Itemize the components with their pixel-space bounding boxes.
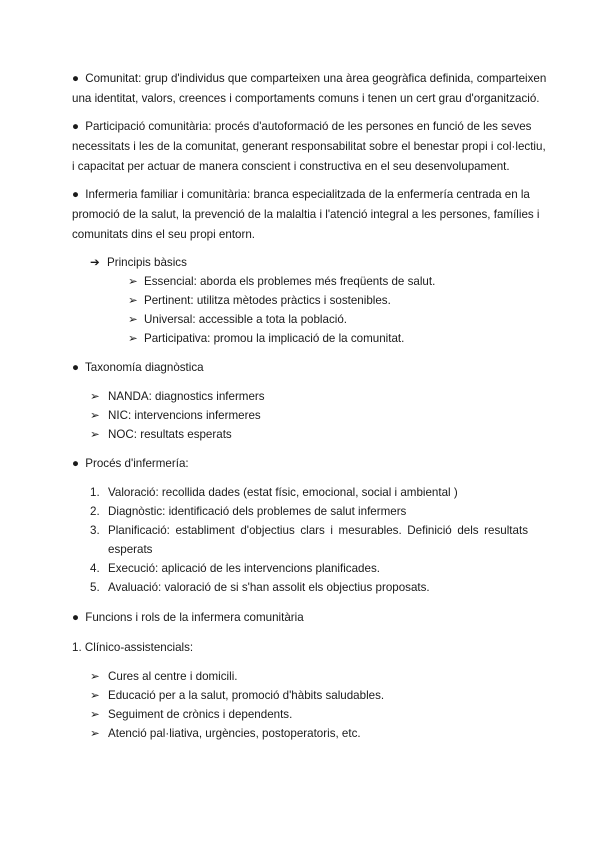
triangle-bullet-icon: ➢: [128, 294, 138, 307]
triangle-bullet-icon: ➢: [128, 332, 138, 345]
p3-line2: promoció de la salut, la prevenció de la malaltia i l'atenció integral a les persones, famílies i: [72, 208, 540, 221]
funcions-subtitle: 1. Clínico-assistencials:: [72, 641, 194, 654]
p1-line2: una identitat, valors, creences i comportaments comuns i tenen un cert grau d'organització.: [72, 92, 540, 105]
p2-line2: necessitats i les de la comunitat, generant responsabilitat sobre el benestar propi i col·lectiu,: [72, 140, 546, 153]
triangle-bullet-icon: ➢: [90, 390, 100, 403]
p2-line3: i capacitat per actuar de manera conscient i constructiva en el seu desenvolupament.: [72, 160, 510, 173]
triangle-bullet-icon: ➢: [90, 689, 100, 702]
bullet-icon: ●: [72, 611, 80, 624]
bullet-icon: ●: [72, 361, 80, 374]
document-page: ● Comunitat: grup d'individus que comparteixen una àrea geogràfica definida, comparteixen una identitat, valors, creences i comportaments comuns i tenen un cert grau d'organització. ● Participació comunitària: procés d'autoformació de les persones en funció de les seves necessitats i les de la comunitat, generant responsabilitat sobre el benestar propi i col·lectiu, i capacitat per actuar de manera conscient i constructiva en el seu desenvolupament. ● Infermeria familiar i comunitària: branca especialitzada de la enfermería centrada en la promoció de la salut, la prevenció de la malaltia i l'atenció integral a les persones, famílies i comunitats dins el seu propi entorn. ➔ Principis bàsics ➢ Essencial: aborda els problemes més freqüents de salut. ➢ Pertinent: utilitza mètodes pràctics i sostenibles. ➢ Universal: accessible a tota la població. ➢ Participativa: promou la implicació de la comunitat. ● Taxonomía diagnòstica ➢ NANDA: diagnostics infermers ➢ NIC: intervencions infermeres ➢ NOC: resultats esperats ● Procés d'infermería: 1. Valoració: recollida dades (estat físic, emocional, social i ambiental ) 2. Diagnòstic: identificació dels problemes de salut infermers 3. Planificació: establiment d'objectius clars i mesurables. Definició dels resultats esperats 4. Execució: aplicació de les intervencions planificades. 5. Avaluació: valoració de si s'han assolit els objectius proposats. ● Funcions i rols de la infermera comunitària 1. Clínico-assistencials: ➢ Cures al centre i domicili. ➢ Educació per a la salut, promoció d'hàbits saludables. ➢ Seguiment de crònics i dependents. ➢ Atenció pal·liativa, urgències, postoperatoris, etc.: [0, 0, 600, 848]
bullet-icon: ●: [72, 72, 80, 85]
numbered-item-continuation: esperats: [108, 543, 153, 556]
triangle-bullet-icon: ➢: [90, 409, 100, 422]
p3-line1: ● Infermeria familiar i comunitària: branca especialitzada de la enfermería centrada en la: [72, 185, 528, 205]
bullet-icon: ●: [72, 188, 80, 201]
taxonomia-title: ● Taxonomía diagnòstica: [72, 358, 204, 378]
arrow-icon: ➔: [90, 256, 100, 269]
triangle-bullet-icon: ➢: [128, 275, 138, 288]
triangle-bullet-icon: ➢: [90, 727, 100, 740]
bullet-icon: ●: [72, 120, 80, 133]
numbered-item-text: Planificació: establiment d'objectius clars i mesurables. Definició dels resultats: [108, 524, 528, 537]
p2-line1: ● Participació comunitària: procés d'autoformació de les persones en funció de les seves: [72, 117, 528, 137]
proces-title: ● Procés d'infermería:: [72, 454, 189, 474]
principis-title: Principis bàsics: [107, 256, 187, 269]
triangle-bullet-icon: ➢: [90, 708, 100, 721]
p3-line3: comunitats dins el seu propi entorn.: [72, 228, 256, 241]
p1-line1: ● Comunitat: grup d'individus que comparteixen una àrea geogràfica definida, comparteixen: [72, 69, 528, 89]
triangle-bullet-icon: ➢: [90, 670, 100, 683]
funcions-title: ● Funcions i rols de la infermera comunitària: [72, 608, 304, 628]
triangle-bullet-icon: ➢: [90, 428, 100, 441]
triangle-bullet-icon: ➢: [128, 313, 138, 326]
bullet-icon: ●: [72, 457, 80, 470]
